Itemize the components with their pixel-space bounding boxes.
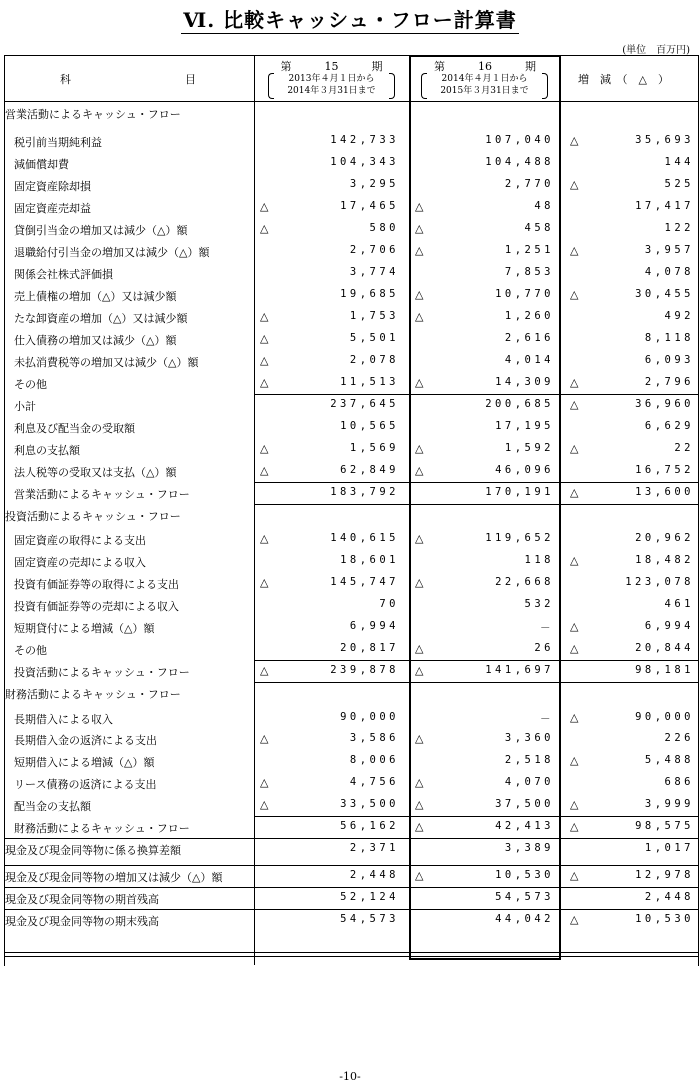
- negative-marker-diff: △: [570, 178, 579, 191]
- row-label: 財務活動によるキャッシュ・フロー: [14, 822, 190, 835]
- value-difference: 10,530: [635, 913, 694, 925]
- value-difference: 4,078: [644, 266, 694, 278]
- negative-marker-16: △: [415, 732, 424, 745]
- header-kamoku-left: 科: [60, 73, 71, 86]
- value-period-15: 52,124: [340, 891, 399, 903]
- value-difference: 22: [674, 442, 694, 454]
- value-period-15: 90,000: [340, 711, 399, 723]
- value-period-15: 56,162: [340, 820, 399, 832]
- header-period-16: 第 16 期: [434, 60, 536, 73]
- table-row: [4, 197, 698, 217]
- table-row: [4, 529, 698, 549]
- value-period-15: 183,792: [330, 486, 399, 498]
- row-separator: [254, 682, 698, 683]
- value-period-15: 6,994: [349, 620, 399, 632]
- value-period-15: 3,774: [349, 266, 399, 278]
- table-row: [4, 241, 698, 261]
- row-label: 投資有価証券等の取得による支出: [14, 578, 179, 591]
- value-period-15: 3,586: [349, 732, 399, 744]
- row-separator: [254, 394, 698, 395]
- value-period-15: 237,645: [330, 398, 399, 410]
- negative-marker-15: △: [260, 732, 269, 745]
- table-row: [4, 817, 698, 837]
- row-label: 長期借入による収入: [14, 713, 113, 726]
- value-period-16: 14,309: [495, 376, 554, 388]
- header-period-15: 第 15 期: [280, 60, 383, 73]
- value-period-16: 170,191: [485, 486, 554, 498]
- negative-marker-diff: △: [570, 869, 579, 882]
- table-row: [4, 439, 698, 459]
- table-row: [4, 708, 698, 728]
- value-period-16: 4,070: [504, 776, 554, 788]
- value-period-15: 104,343: [330, 156, 399, 168]
- value-period-16: 26: [534, 642, 554, 654]
- negative-marker-16: △: [415, 310, 424, 323]
- negative-marker-diff: △: [570, 620, 579, 633]
- negative-marker-16: △: [415, 376, 424, 389]
- value-period-16: 22,668: [495, 576, 554, 588]
- negative-marker-diff: △: [570, 244, 579, 257]
- value-period-15: 19,685: [340, 288, 399, 300]
- negative-marker-16: △: [415, 869, 424, 882]
- value-period-15: 2,078: [349, 354, 399, 366]
- value-period-16: －: [540, 622, 554, 634]
- table-row: [4, 751, 698, 771]
- value-period-16: 532: [524, 598, 554, 610]
- row-label: 貸倒引当金の増加又は減少（△）額: [14, 224, 188, 237]
- negative-marker-diff: △: [570, 711, 579, 724]
- negative-marker-diff: △: [570, 554, 579, 567]
- row-label: 固定資産売却益: [14, 202, 91, 215]
- value-period-15: 145,747: [330, 576, 399, 588]
- row-label: 利息の支払額: [14, 444, 80, 457]
- value-period-16: 107,040: [485, 134, 554, 146]
- value-difference: 36,960: [635, 398, 694, 410]
- negative-marker-diff: △: [570, 820, 579, 833]
- row-label: 減価償却費: [14, 158, 69, 171]
- value-period-15: 2,371: [349, 842, 399, 854]
- negative-marker-15: △: [260, 222, 269, 235]
- value-difference: 461: [664, 598, 694, 610]
- negative-marker-16: △: [415, 244, 424, 257]
- row-separator: [4, 838, 698, 839]
- negative-marker-15: △: [260, 442, 269, 455]
- row-label: 営業活動によるキャッシュ・フロー: [5, 108, 181, 121]
- row-label: 投資活動によるキャッシュ・フロー: [5, 510, 181, 523]
- table-row: [4, 910, 698, 930]
- value-period-16: 46,096: [495, 464, 554, 476]
- value-period-15: 54,573: [340, 913, 399, 925]
- value-period-16: 119,652: [485, 532, 554, 544]
- negative-marker-16: △: [415, 200, 424, 213]
- value-difference: 17,417: [635, 200, 694, 212]
- table-row: [4, 573, 698, 593]
- value-period-16: 200,685: [485, 398, 554, 410]
- value-period-16: 4,014: [504, 354, 554, 366]
- table-row: [4, 219, 698, 239]
- table-row: [4, 729, 698, 749]
- row-label: 未払消費税等の増加又は減少（△）額: [14, 356, 199, 369]
- row-label: その他: [14, 644, 47, 657]
- value-period-15: 580: [369, 222, 399, 234]
- value-difference: 2,796: [644, 376, 694, 388]
- value-period-16: 7,853: [504, 266, 554, 278]
- table-row: [4, 395, 698, 415]
- table-row: [4, 417, 698, 437]
- row-label: 長期借入金の返済による支出: [14, 734, 157, 747]
- row-label: 短期貸付による増減（△）額: [14, 622, 155, 635]
- value-difference: 12,978: [635, 869, 694, 881]
- value-difference: 226: [664, 732, 694, 744]
- value-difference: 6,093: [644, 354, 694, 366]
- value-period-15: 239,878: [330, 664, 399, 676]
- row-separator: [4, 865, 698, 866]
- table-row: [4, 595, 698, 615]
- value-difference: 13,600: [635, 486, 694, 498]
- value-period-16: 3,389: [504, 842, 554, 854]
- value-period-15: 2,448: [349, 869, 399, 881]
- row-label: たな卸資産の増加（△）又は減少額: [14, 312, 188, 325]
- negative-marker-16: △: [415, 532, 424, 545]
- value-period-15: 20,817: [340, 642, 399, 654]
- row-label: 投資有価証券等の売却による収入: [14, 600, 179, 613]
- negative-marker-16: △: [415, 442, 424, 455]
- row-label: 投資活動によるキャッシュ・フロー: [14, 666, 190, 679]
- negative-marker-diff: △: [570, 398, 579, 411]
- value-difference: 90,000: [635, 711, 694, 723]
- row-separator: [4, 887, 698, 888]
- negative-marker-16: △: [415, 798, 424, 811]
- value-period-15: 11,513: [340, 376, 399, 388]
- row-label: 短期借入による増減（△）額: [14, 756, 155, 769]
- table-row: [4, 866, 698, 886]
- row-label: 売上債権の増加（△）又は減少額: [14, 290, 177, 303]
- negative-marker-diff: △: [570, 486, 579, 499]
- row-separator: [254, 504, 698, 505]
- value-difference: 98,575: [635, 820, 694, 832]
- negative-marker-diff: △: [570, 288, 579, 301]
- value-period-16: 2,770: [504, 178, 554, 190]
- table-row: [4, 773, 698, 793]
- value-period-15: 1,569: [349, 442, 399, 454]
- row-label: 税引前当期純利益: [14, 136, 102, 149]
- row-label: 現金及び現金同等物に係る換算差額: [5, 844, 181, 857]
- negative-marker-diff: △: [570, 798, 579, 811]
- negative-marker-16: △: [415, 642, 424, 655]
- value-period-16: 10,770: [495, 288, 554, 300]
- table-row: [4, 461, 698, 481]
- negative-marker-15: △: [260, 376, 269, 389]
- row-separator: [254, 816, 698, 817]
- value-difference: 16,752: [635, 464, 694, 476]
- value-difference: 18,482: [635, 554, 694, 566]
- closing-line-1: [4, 952, 698, 953]
- value-period-16: 10,530: [495, 869, 554, 881]
- row-label: 現金及び現金同等物の期首残高: [5, 893, 159, 906]
- value-period-16: 17,195: [495, 420, 554, 432]
- value-period-16: 118: [524, 554, 554, 566]
- value-difference: 525: [664, 178, 694, 190]
- negative-marker-15: △: [260, 576, 269, 589]
- negative-marker-15: △: [260, 332, 269, 345]
- row-label: 営業活動によるキャッシュ・フロー: [14, 488, 190, 501]
- row-label: 固定資産の売却による収入: [14, 556, 146, 569]
- value-difference: 2,448: [644, 891, 694, 903]
- value-difference: 123,078: [625, 576, 694, 588]
- negative-marker-diff: △: [570, 134, 579, 147]
- value-period-16: 141,697: [485, 664, 554, 676]
- negative-marker-15: △: [260, 354, 269, 367]
- value-period-15: 142,733: [330, 134, 399, 146]
- value-period-15: 10,565: [340, 420, 399, 432]
- value-difference: 6,994: [644, 620, 694, 632]
- header-diff: 増 減 （ △ ）: [578, 73, 669, 86]
- table-row: [4, 153, 698, 173]
- value-period-15: 8,006: [349, 754, 399, 766]
- closing-line-2: [4, 956, 698, 957]
- value-period-15: 70: [379, 598, 399, 610]
- value-difference: 30,455: [635, 288, 694, 300]
- value-difference: 122: [664, 222, 694, 234]
- row-label: 法人税等の受取又は支払（△）額: [14, 466, 177, 479]
- value-period-15: 17,465: [340, 200, 399, 212]
- row-label: 固定資産除却損: [14, 180, 91, 193]
- value-difference: 3,999: [644, 798, 694, 810]
- value-period-15: 1,753: [349, 310, 399, 322]
- header-bottom-line: [4, 101, 698, 102]
- row-label: 関係会社株式評価損: [14, 268, 113, 281]
- value-period-15: 2,706: [349, 244, 399, 256]
- value-period-16: 54,573: [495, 891, 554, 903]
- table-row: [4, 285, 698, 305]
- row-label: 配当金の支払額: [14, 800, 91, 813]
- negative-marker-diff: △: [570, 376, 579, 389]
- negative-marker-15: △: [260, 798, 269, 811]
- negative-marker-diff: △: [570, 442, 579, 455]
- value-difference: 35,693: [635, 134, 694, 146]
- row-label: リース債務の返済による支出: [14, 778, 157, 791]
- value-period-16: 44,042: [495, 913, 554, 925]
- value-difference: 5,488: [644, 754, 694, 766]
- table-row: [4, 351, 698, 371]
- value-period-15: 140,615: [330, 532, 399, 544]
- negative-marker-15: △: [260, 664, 269, 677]
- row-label: 仕入債務の増加又は減少（△）額: [14, 334, 177, 347]
- header-kamoku-right: 目: [185, 73, 196, 86]
- value-period-16: 2,616: [504, 332, 554, 344]
- value-period-16: 1,592: [504, 442, 554, 454]
- value-period-15: 4,756: [349, 776, 399, 788]
- value-period-16: 2,518: [504, 754, 554, 766]
- table-row: [4, 639, 698, 659]
- table-row: [4, 888, 698, 908]
- value-difference: 98,181: [635, 664, 694, 676]
- value-difference: 3,957: [644, 244, 694, 256]
- page-title: Ⅵ. 比較キャッシュ・フロー計算書: [183, 8, 517, 32]
- row-label: 現金及び現金同等物の増加又は減少（△）額: [5, 871, 223, 884]
- negative-marker-16: △: [415, 664, 424, 677]
- value-period-16: 1,251: [504, 244, 554, 256]
- value-difference: 1,017: [644, 842, 694, 854]
- row-separator: [254, 482, 698, 483]
- negative-marker-15: △: [260, 200, 269, 213]
- negative-marker-15: △: [260, 310, 269, 323]
- value-difference: 8,118: [644, 332, 694, 344]
- header-period-16-dates: 2014年４月１日から 2015年３月31日まで: [423, 73, 546, 99]
- table-row: [4, 483, 698, 503]
- negative-marker-16: △: [415, 288, 424, 301]
- value-period-16: 458: [524, 222, 554, 234]
- table-row: [4, 617, 698, 637]
- row-label: その他: [14, 378, 47, 391]
- value-difference: 6,629: [644, 420, 694, 432]
- value-period-16: 104,488: [485, 156, 554, 168]
- table-row: [4, 795, 698, 815]
- header-period-15-dates: 2013年４月１日から 2014年３月31日まで: [270, 73, 393, 99]
- page-number: -10-: [339, 1070, 361, 1083]
- value-difference: 20,844: [635, 642, 694, 654]
- table-row: [4, 329, 698, 349]
- value-period-16: 1,260: [504, 310, 554, 322]
- row-label: 小計: [14, 400, 36, 413]
- negative-marker-diff: △: [570, 754, 579, 767]
- unit-note: (単位 百万円): [622, 45, 690, 56]
- table-row: [4, 263, 698, 283]
- value-period-16: －: [540, 713, 554, 725]
- negative-marker-16: △: [415, 576, 424, 589]
- section-header-row: [4, 103, 698, 123]
- table-row: [4, 175, 698, 195]
- row-separator: [254, 660, 698, 661]
- row-label: 現金及び現金同等物の期末残高: [5, 915, 159, 928]
- row-separator: [4, 909, 698, 910]
- value-difference: 20,962: [635, 532, 694, 544]
- negative-marker-16: △: [415, 820, 424, 833]
- value-difference: 686: [664, 776, 694, 788]
- value-period-15: 18,601: [340, 554, 399, 566]
- section-header-row: [4, 683, 698, 703]
- negative-marker-16: △: [415, 222, 424, 235]
- value-period-15: 5,501: [349, 332, 399, 344]
- row-label: 利息及び配当金の受取額: [14, 422, 135, 435]
- negative-marker-15: △: [260, 776, 269, 789]
- negative-marker-16: △: [415, 464, 424, 477]
- value-period-15: 33,500: [340, 798, 399, 810]
- row-label: 固定資産の取得による支出: [14, 534, 146, 547]
- value-difference: 492: [664, 310, 694, 322]
- negative-marker-diff: △: [570, 913, 579, 926]
- value-period-15: 62,849: [340, 464, 399, 476]
- table-row: [4, 373, 698, 393]
- table-row: [4, 551, 698, 571]
- negative-marker-15: △: [260, 464, 269, 477]
- value-period-16: 37,500: [495, 798, 554, 810]
- section-header-row: [4, 505, 698, 525]
- value-period-16: 42,413: [495, 820, 554, 832]
- value-period-16: 3,360: [504, 732, 554, 744]
- value-period-15: 3,295: [349, 178, 399, 190]
- value-period-16: 48: [534, 200, 554, 212]
- negative-marker-diff: △: [570, 642, 579, 655]
- table-row: [4, 131, 698, 151]
- value-difference: 144: [664, 156, 694, 168]
- negative-marker-16: △: [415, 776, 424, 789]
- table-row: [4, 307, 698, 327]
- row-label: 退職給付引当金の増加又は減少（△）額: [14, 246, 210, 259]
- table-row: [4, 661, 698, 681]
- negative-marker-15: △: [260, 532, 269, 545]
- row-label: 財務活動によるキャッシュ・フロー: [5, 688, 181, 701]
- table-row: [4, 839, 698, 859]
